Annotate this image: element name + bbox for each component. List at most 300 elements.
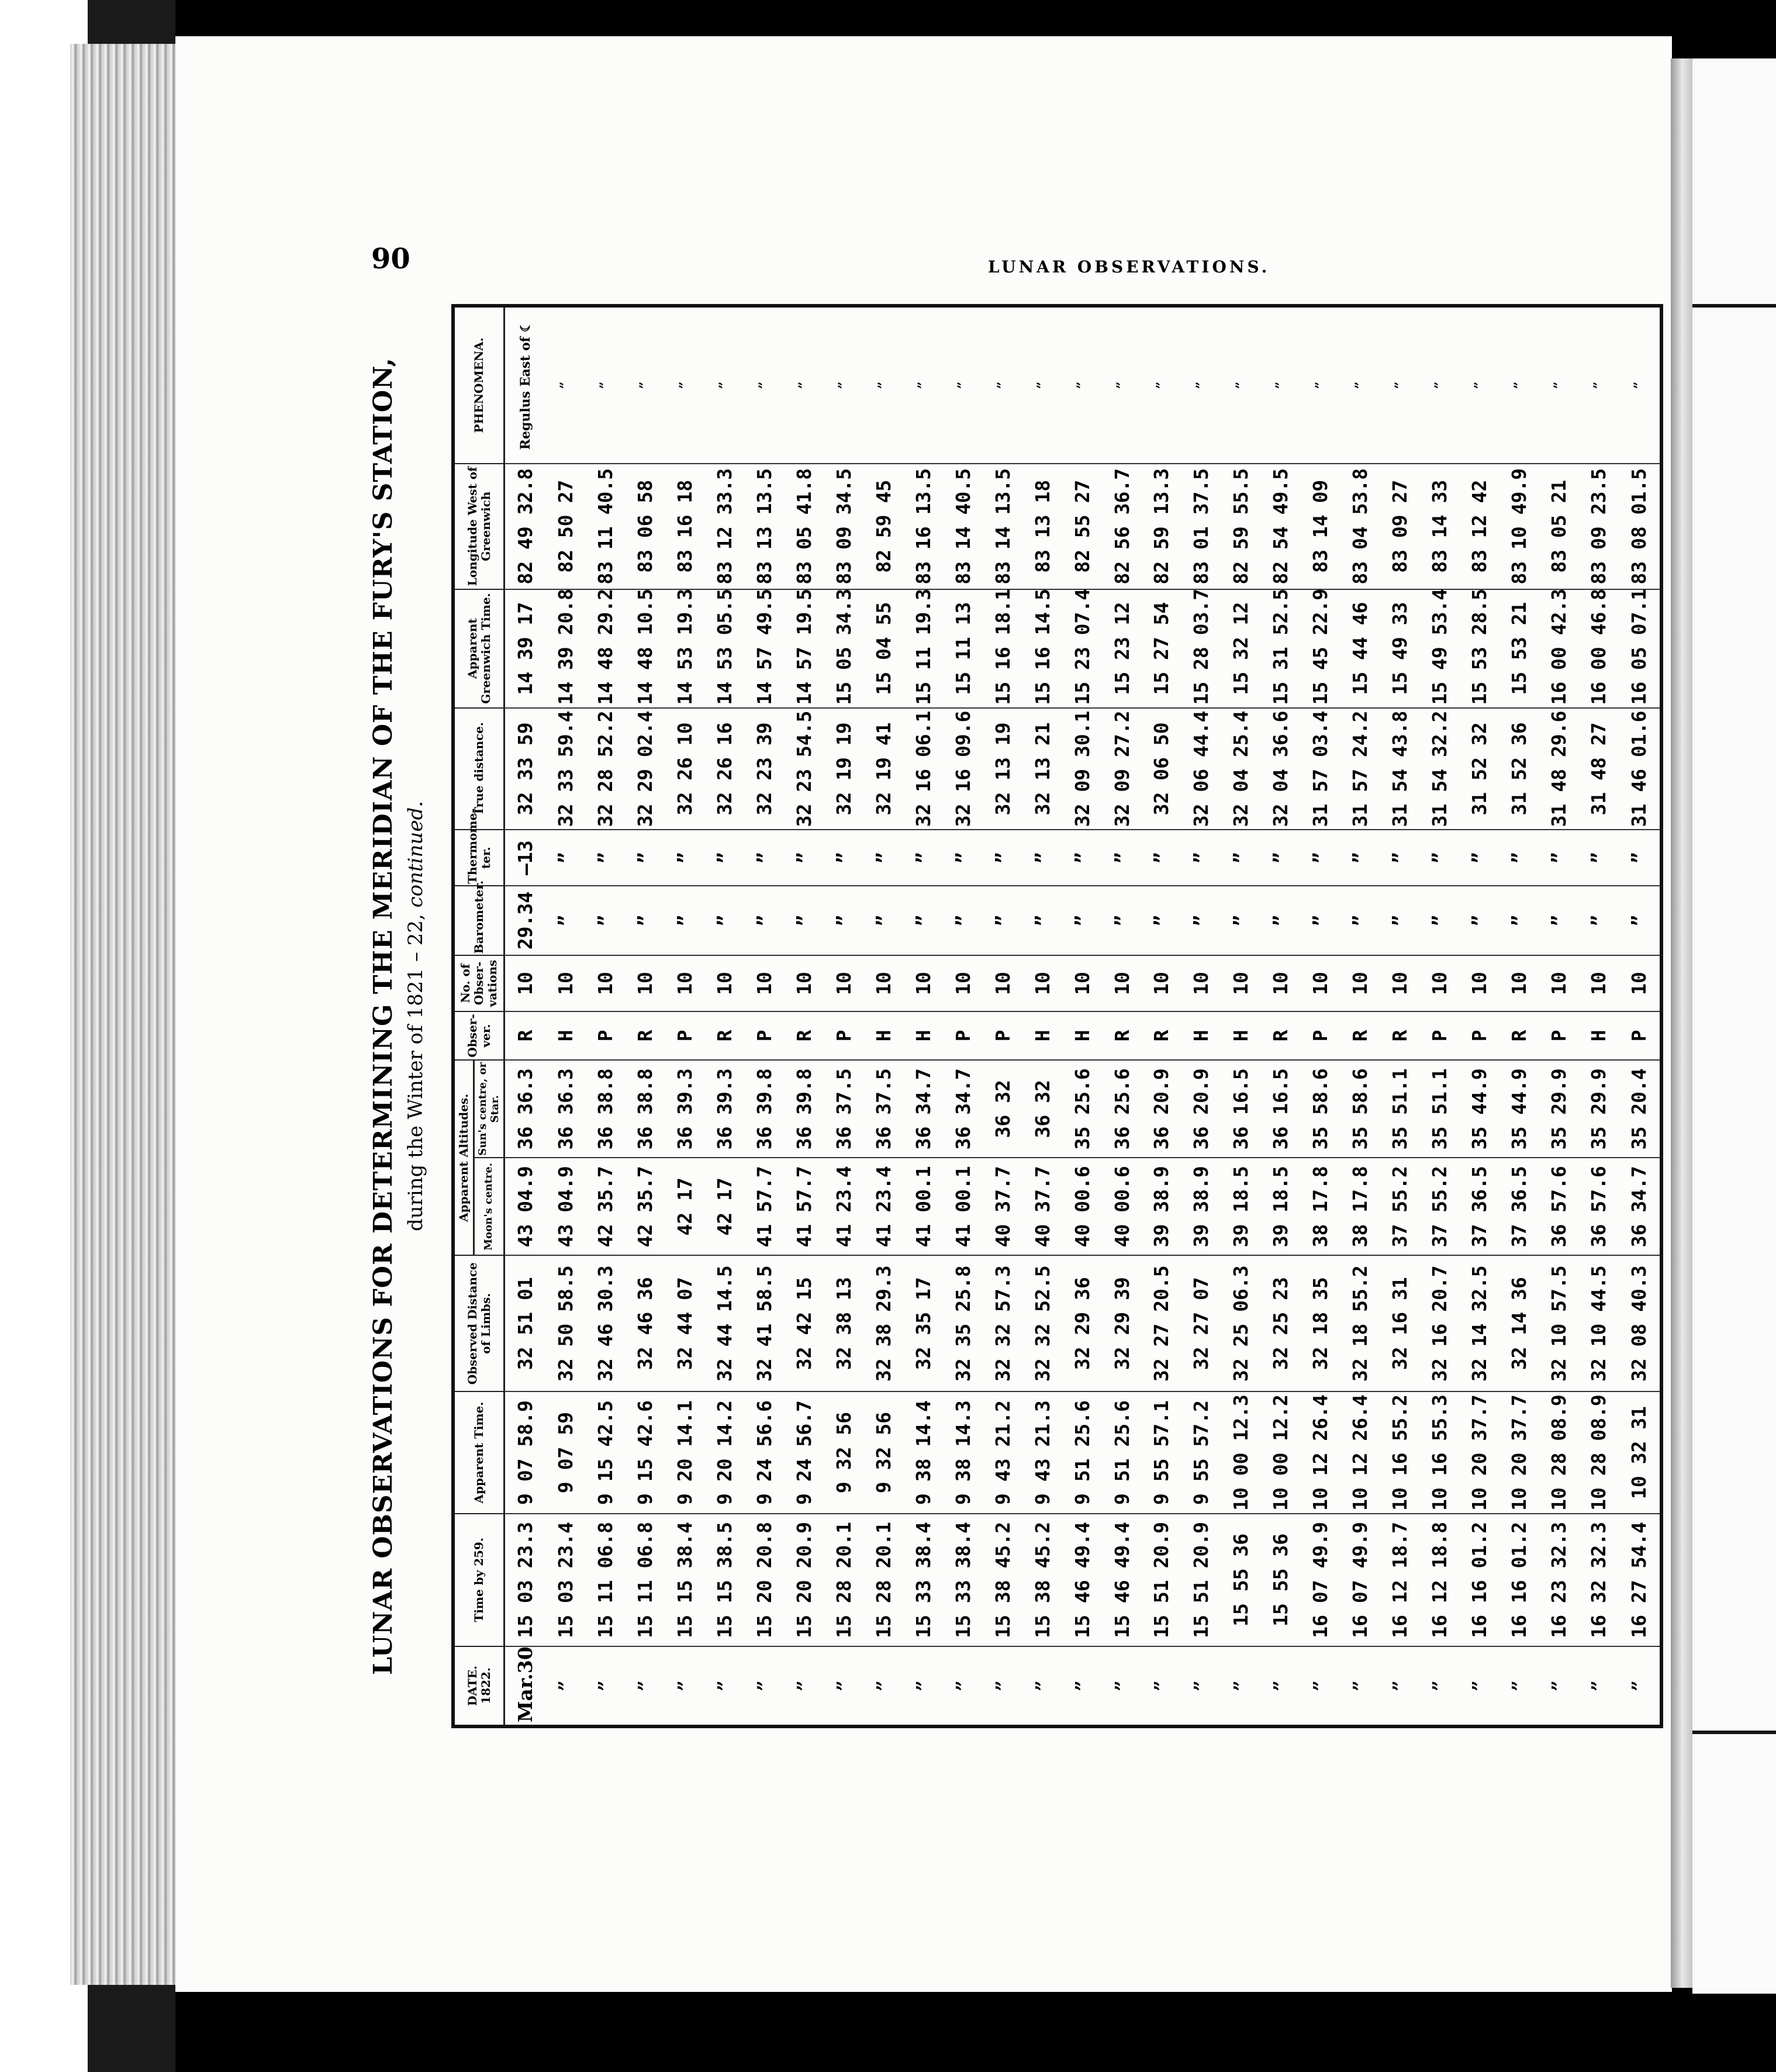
date-cell: ” [1301,1646,1340,1726]
date-cell: ” [943,1646,983,1726]
sun-altitude-cell: 35 25.6 [1062,1060,1102,1158]
time-by-cell: 15 38 45.2 [1022,1514,1062,1646]
observations-count-cell: 10 [585,955,625,1011]
phenomena-cell: Regulus East of ☾ [505,306,546,464]
date-cell: ” [1181,1646,1221,1726]
true-distance-cell: 32 04 25.4 [1221,708,1261,830]
true-distance-cell: 32 04 36.6 [1261,708,1301,830]
sun-altitude-cell: 36 34.7 [903,1060,943,1158]
time-by-cell: 15 55 36 [1221,1514,1261,1646]
col-header-apparent-time: Apparent Time. [453,1391,505,1514]
table-row [1499,306,1539,1726]
longitude-cell: 83 14 13.5 [983,464,1022,589]
observer-cell: P [824,1011,863,1061]
longitude-cell: 83 09 27 [1380,464,1420,589]
observed-distance-cell: 32 38 13 [824,1255,863,1391]
true-distance-cell: 32 09 27.2 [1102,708,1142,830]
table-row [704,306,744,1726]
greenwich-time-cell: 14 39 17 [505,589,546,708]
table-row [1261,306,1301,1726]
observer-cell: R [784,1011,824,1061]
time-by-cell: 16 16 01.2 [1460,1514,1499,1646]
true-distance-cell: 32 19 19 [824,708,863,830]
greenwich-time-cell: 16 00 42.3 [1539,589,1579,708]
time-by-cell: 16 12 18.8 [1420,1514,1460,1646]
longitude-cell: 82 59 45 [863,464,903,589]
sun-altitude-cell: 36 16.5 [1221,1060,1261,1158]
observed-distance-cell: 32 27 20.5 [1142,1255,1181,1391]
date-cell: Mar.30 [505,1646,546,1726]
greenwich-time-cell: 15 05 34.3 [824,589,863,708]
thermometer-cell: ” [1062,830,1102,885]
table-row [625,306,665,1726]
observations-count-cell: 10 [1340,955,1380,1011]
col-header-observer: Obser-ver. [453,1011,505,1061]
barometer-cell: ” [1340,886,1380,955]
caption-subtitle-text: during the Winter of 1821 – 22, [404,914,427,1232]
observations-count-cell: 10 [1460,955,1499,1011]
time-by-cell: 15 46 49.4 [1102,1514,1142,1646]
longitude-cell: 83 14 09 [1301,464,1340,589]
observations-count-cell: 10 [943,955,983,1011]
observer-cell: R [1102,1011,1142,1061]
phenomena-cell: ” [1261,306,1301,464]
moon-altitude-cell: 42 17 [704,1158,744,1255]
longitude-cell: 83 01 37.5 [1181,464,1221,589]
table-row [665,306,704,1726]
moon-altitude-cell: 38 17.8 [1301,1158,1340,1255]
date-cell: ” [665,1646,704,1726]
observer-cell: R [1380,1011,1420,1061]
barometer-cell: ” [1420,886,1460,955]
phenomena-cell: ” [1301,306,1340,464]
longitude-cell: 83 13 18 [1022,464,1062,589]
table-caption [358,304,445,1728]
thermometer-cell: ” [863,830,903,885]
observer-cell: H [1062,1011,1102,1061]
table-row [1221,306,1261,1726]
greenwich-time-cell: 14 53 05.5 [704,589,744,708]
thermometer-cell: ” [983,830,1022,885]
sun-altitude-cell: 36 32 [983,1060,1022,1158]
observations-count-cell: 10 [505,955,546,1011]
table-row [585,306,625,1726]
greenwich-time-cell: 15 16 14.5 [1022,589,1062,708]
observed-distance-cell: 32 46 36 [625,1255,665,1391]
barometer-cell: ” [863,886,903,955]
caption-title: LUNAR OBSERVATIONS FOR DETERMINING THE MERIDIAN OF THE FURY'S STATION, [368,357,398,1675]
observer-cell: R [505,1011,546,1061]
sun-altitude-cell: 35 20.4 [1619,1060,1661,1158]
table-row [505,306,546,1726]
observer-cell: P [585,1011,625,1061]
date-cell: ” [625,1646,665,1726]
greenwich-time-cell: 15 45 22.9 [1301,589,1340,708]
apparent-time-cell: 9 32 56 [824,1391,863,1514]
barometer-cell: ” [704,886,744,955]
observer-cell: P [983,1011,1022,1061]
observations-count-cell: 10 [1142,955,1181,1011]
moon-altitude-cell: 37 55.2 [1380,1158,1420,1255]
moon-altitude-cell: 38 17.8 [1340,1158,1380,1255]
thermometer-cell: ” [1301,830,1340,885]
date-cell: ” [704,1646,744,1726]
longitude-cell: 83 11 40.5 [585,464,625,589]
true-distance-cell: 32 06 50 [1142,708,1181,830]
true-distance-cell: 32 33 59.4 [545,708,585,830]
time-by-cell: 16 12 18.7 [1380,1514,1420,1646]
barometer-cell: ” [1579,886,1619,955]
barometer-cell: ” [1460,886,1499,955]
time-by-cell: 15 38 45.2 [983,1514,1022,1646]
true-distance-cell: 32 13 21 [1022,708,1062,830]
observations-count-cell: 10 [1579,955,1619,1011]
table-row [545,306,585,1726]
observed-distance-cell: 32 14 32.5 [1460,1255,1499,1391]
longitude-cell: 83 04 53.8 [1340,464,1380,589]
barometer-cell: ” [1499,886,1539,955]
thermometer-cell: ” [545,830,585,885]
table-row [1539,306,1579,1726]
caption-subtitle [404,304,427,1728]
observed-distance-cell: 32 44 14.5 [704,1255,744,1391]
phenomena-cell: ” [1420,306,1460,464]
date-cell: ” [1539,1646,1579,1726]
thermometer-cell: ” [784,830,824,885]
observed-distance-cell: 32 10 57.5 [1539,1255,1579,1391]
greenwich-time-cell: 14 48 29.2 [585,589,625,708]
phenomena-cell: ” [1142,306,1181,464]
table-row [1420,306,1460,1726]
barometer-cell: ” [1102,886,1142,955]
longitude-cell: 82 56 36.7 [1102,464,1142,589]
observer-cell: H [863,1011,903,1061]
thermometer-cell: ” [585,830,625,885]
longitude-cell: 82 49 32.8 [505,464,546,589]
thermometer-cell: ” [1579,830,1619,885]
time-by-cell: 15 20 20.8 [744,1514,784,1646]
date-cell: ” [1579,1646,1619,1726]
sun-altitude-cell: 36 16.5 [1261,1060,1301,1158]
moon-altitude-cell: 41 23.4 [824,1158,863,1255]
date-cell: ” [744,1646,784,1726]
sun-altitude-cell: 36 20.9 [1142,1060,1181,1158]
barometer-cell: ” [1301,886,1340,955]
observations-count-cell: 10 [1301,955,1340,1011]
apparent-time-cell: 9 51 25.6 [1102,1391,1142,1514]
time-by-cell: 15 03 23.3 [505,1514,546,1646]
moon-altitude-cell: 41 00.1 [943,1158,983,1255]
date-cell: ” [1619,1646,1661,1726]
rotated-table-frame [358,304,1663,1728]
greenwich-time-cell: 14 57 49.5 [744,589,784,708]
time-by-cell: 15 51 20.9 [1181,1514,1221,1646]
sun-altitude-cell: 35 51.1 [1380,1060,1420,1158]
observed-distance-cell: 32 25 06.3 [1221,1255,1261,1391]
table-row [1181,306,1221,1726]
apparent-time-cell: 9 15 42.5 [585,1391,625,1514]
thermometer-cell: ” [1340,830,1380,885]
observer-cell: P [1539,1011,1579,1061]
observations-count-cell: 10 [1261,955,1301,1011]
longitude-cell: 83 16 18 [665,464,704,589]
barometer-cell: ” [903,886,943,955]
thermometer-cell: ” [1380,830,1420,885]
phenomena-cell: ” [744,306,784,464]
phenomena-cell: ” [1619,306,1661,464]
table-row [784,306,824,1726]
apparent-time-cell: 9 15 42.6 [625,1391,665,1514]
apparent-time-cell: 9 43 21.2 [983,1391,1022,1514]
col-header-moons-centre: Moon's centre. [474,1158,505,1255]
phenomena-cell: ” [1579,306,1619,464]
table-row [863,306,903,1726]
greenwich-time-cell: 15 23 12 [1102,589,1142,708]
apparent-time-cell: 9 24 56.7 [784,1391,824,1514]
time-by-cell: 15 15 38.5 [704,1514,744,1646]
moon-altitude-cell: 41 00.1 [903,1158,943,1255]
date-cell: ” [824,1646,863,1726]
greenwich-time-cell: 15 16 18.1 [983,589,1022,708]
moon-altitude-cell: 40 00.6 [1062,1158,1102,1255]
greenwich-time-cell: 15 44 46 [1340,589,1380,708]
observed-distance-cell: 32 10 44.5 [1579,1255,1619,1391]
moon-altitude-cell: 42 17 [665,1158,704,1255]
apparent-time-cell: 9 51 25.6 [1062,1391,1102,1514]
moon-altitude-cell: 40 37.7 [983,1158,1022,1255]
observed-distance-cell: 32 29 39 [1102,1255,1142,1391]
sun-altitude-cell: 35 44.9 [1499,1060,1539,1158]
observer-cell: P [1460,1011,1499,1061]
observed-distance-cell: 32 27 07 [1181,1255,1221,1391]
barometer-cell: ” [983,886,1022,955]
barometer-cell: ” [1261,886,1301,955]
observer-cell: P [1420,1011,1460,1061]
date-year: 1822. [478,1667,493,1704]
apparent-time-cell: 9 07 58.9 [505,1391,546,1514]
longitude-cell: 83 16 13.5 [903,464,943,589]
phenomena-cell: ” [1102,306,1142,464]
barometer-cell: ” [625,886,665,955]
phenomena-cell: ” [665,306,704,464]
sun-altitude-cell: 35 58.6 [1301,1060,1340,1158]
moon-altitude-cell: 37 55.2 [1420,1158,1460,1255]
longitude-cell: 83 08 01.5 [1619,464,1661,589]
date-cell: ” [863,1646,903,1726]
moon-altitude-cell: 43 04.9 [505,1158,546,1255]
observed-distance-cell: 32 29 36 [1062,1255,1102,1391]
apparent-time-cell: 9 55 57.1 [1142,1391,1181,1514]
greenwich-time-cell: 15 49 53.4 [1420,589,1460,708]
thermometer-cell: ” [943,830,983,885]
apparent-time-cell: 9 20 14.1 [665,1391,704,1514]
barometer-cell: ” [1539,886,1579,955]
observations-count-cell: 10 [1102,955,1142,1011]
longitude-cell: 83 12 33.3 [704,464,744,589]
time-by-cell: 16 07 49.9 [1340,1514,1380,1646]
observed-distance-cell: 32 14 36 [1499,1255,1539,1391]
observed-distance-cell: 32 16 20.7 [1420,1255,1460,1391]
apparent-time-cell: 10 16 55.2 [1380,1391,1420,1514]
true-distance-cell: 32 16 06.1 [903,708,943,830]
observations-count-cell: 10 [784,955,824,1011]
table-row [1022,306,1062,1726]
next-page-rule [1692,1731,1776,1734]
observations-count-cell: 10 [1181,955,1221,1011]
col-header-observed-distance: Observed Distance of Limbs. [453,1255,505,1391]
observer-cell: R [1261,1011,1301,1061]
col-header-greenwich-time: Apparent Greenwich Time. [453,589,505,708]
date-cell: ” [1261,1646,1301,1726]
true-distance-cell: 31 54 43.8 [1380,708,1420,830]
barometer-cell: ” [1221,886,1261,955]
true-distance-cell: 32 09 30.1 [1062,708,1102,830]
barometer-cell: ” [1619,886,1661,955]
moon-altitude-cell: 42 35.7 [585,1158,625,1255]
observer-cell: R [1142,1011,1181,1061]
phenomena-cell: ” [1499,306,1539,464]
sun-altitude-cell: 36 37.5 [863,1060,903,1158]
moon-altitude-cell: 42 35.7 [625,1158,665,1255]
date-cell: ” [1499,1646,1539,1726]
apparent-time-cell: 10 00 12.2 [1261,1391,1301,1514]
table-row [1062,306,1102,1726]
observed-distance-cell: 32 18 55.2 [1340,1255,1380,1391]
book-gutter [1671,58,1694,1988]
barometer-cell: ” [585,886,625,955]
time-by-cell: 15 55 36 [1261,1514,1301,1646]
apparent-time-cell: 10 20 37.7 [1499,1391,1539,1514]
table-row [1460,306,1499,1726]
apparent-time-cell: 10 12 26.4 [1301,1391,1340,1514]
time-by-cell: 15 20 20.9 [784,1514,824,1646]
apparent-time-cell: 10 12 26.4 [1340,1391,1380,1514]
true-distance-cell: 32 16 09.6 [943,708,983,830]
greenwich-time-cell: 15 53 28.5 [1460,589,1499,708]
greenwich-time-cell: 15 27 54 [1142,589,1181,708]
true-distance-cell: 32 28 52.2 [585,708,625,830]
date-cell: ” [1102,1646,1142,1726]
thermometer-cell: —13 [505,830,546,885]
sun-altitude-cell: 36 20.9 [1181,1060,1221,1158]
greenwich-time-cell: 15 11 13 [943,589,983,708]
phenomena-cell: ” [1022,306,1062,464]
caption-subtitle-continued: continued. [404,800,427,908]
observed-distance-cell: 32 08 40.3 [1619,1255,1661,1391]
time-by-cell: 16 27 54.4 [1619,1514,1661,1646]
longitude-cell: 83 09 34.5 [824,464,863,589]
observations-count-cell: 10 [545,955,585,1011]
moon-altitude-cell: 37 36.5 [1460,1158,1499,1255]
phenomena-cell: ” [903,306,943,464]
apparent-time-cell: 9 38 14.4 [903,1391,943,1514]
apparent-time-cell: 10 20 37.7 [1460,1391,1499,1514]
true-distance-cell: 31 52 36 [1499,708,1539,830]
observations-count-cell: 10 [1619,955,1661,1011]
thermometer-cell: ” [903,830,943,885]
observer-cell: H [903,1011,943,1061]
true-distance-cell: 32 06 44.4 [1181,708,1221,830]
table-row [1102,306,1142,1726]
observer-cell: H [545,1011,585,1061]
greenwich-time-cell: 14 48 10.5 [625,589,665,708]
longitude-cell: 83 12 42 [1460,464,1499,589]
observer-cell: R [1340,1011,1380,1061]
barometer-cell: ” [784,886,824,955]
col-header-apparent-altitudes: Apparent Altitudes. [453,1060,474,1255]
observations-count-cell: 10 [744,955,784,1011]
barometer-cell: ” [1142,886,1181,955]
greenwich-time-cell: 14 57 19.5 [784,589,824,708]
longitude-cell: 83 09 23.5 [1579,464,1619,589]
phenomena-cell: ” [1181,306,1221,464]
sun-altitude-cell: 35 44.9 [1460,1060,1499,1158]
apparent-time-cell: 9 24 56.6 [744,1391,784,1514]
longitude-cell: 82 59 55.5 [1221,464,1261,589]
moon-altitude-cell: 39 38.9 [1181,1158,1221,1255]
observer-cell: R [1499,1011,1539,1061]
date-cell: ” [1340,1646,1380,1726]
observer-cell: P [744,1011,784,1061]
table-row [943,306,983,1726]
true-distance-cell: 32 33 59 [505,708,546,830]
time-by-cell: 15 51 20.9 [1142,1514,1181,1646]
moon-altitude-cell: 40 00.6 [1102,1158,1142,1255]
date-cell: ” [545,1646,585,1726]
greenwich-time-cell: 15 49 33 [1380,589,1420,708]
phenomena-cell: ” [1539,306,1579,464]
sun-altitude-cell: 36 38.8 [625,1060,665,1158]
sun-altitude-cell: 36 38.8 [585,1060,625,1158]
observer-cell: R [625,1011,665,1061]
sun-altitude-cell: 36 32 [1022,1060,1062,1158]
apparent-time-cell: 9 20 14.2 [704,1391,744,1514]
observed-distance-cell: 32 16 31 [1380,1255,1420,1391]
apparent-time-cell: 9 43 21.3 [1022,1391,1062,1514]
time-by-cell: 16 32 32.3 [1579,1514,1619,1646]
barometer-cell: ” [744,886,784,955]
next-page-rule [1692,304,1776,308]
phenomena-cell: ” [545,306,585,464]
true-distance-cell: 32 23 39 [744,708,784,830]
time-by-cell: 15 11 06.8 [585,1514,625,1646]
sun-altitude-cell: 36 39.3 [665,1060,704,1158]
true-distance-cell: 32 26 10 [665,708,704,830]
moon-altitude-cell: 40 37.7 [1022,1158,1062,1255]
thermometer-cell: ” [824,830,863,885]
phenomena-cell: ” [943,306,983,464]
observer-cell: H [1221,1011,1261,1061]
col-header-suns-centre: Sun's centre, or Star. [474,1060,505,1158]
book-page-edges [70,44,181,1985]
thermometer-cell: ” [704,830,744,885]
observations-count-cell: 10 [1062,955,1102,1011]
true-distance-cell: 31 46 01.6 [1619,708,1661,830]
sun-altitude-cell: 36 39.8 [784,1060,824,1158]
time-by-cell: 15 46 49.4 [1062,1514,1102,1646]
greenwich-time-cell: 15 11 19.3 [903,589,943,708]
greenwich-time-cell: 15 53 21 [1499,589,1539,708]
phenomena-cell: ” [1380,306,1420,464]
moon-altitude-cell: 41 57.7 [784,1158,824,1255]
observations-count-cell: 10 [863,955,903,1011]
running-head: LUNAR OBSERVATIONS. [988,257,1270,277]
phenomena-cell: ” [585,306,625,464]
greenwich-time-cell: 14 39 20.8 [545,589,585,708]
time-by-cell: 16 07 49.9 [1301,1514,1340,1646]
time-by-cell: 15 33 38.4 [903,1514,943,1646]
barometer-cell: 29.34 [505,886,546,955]
